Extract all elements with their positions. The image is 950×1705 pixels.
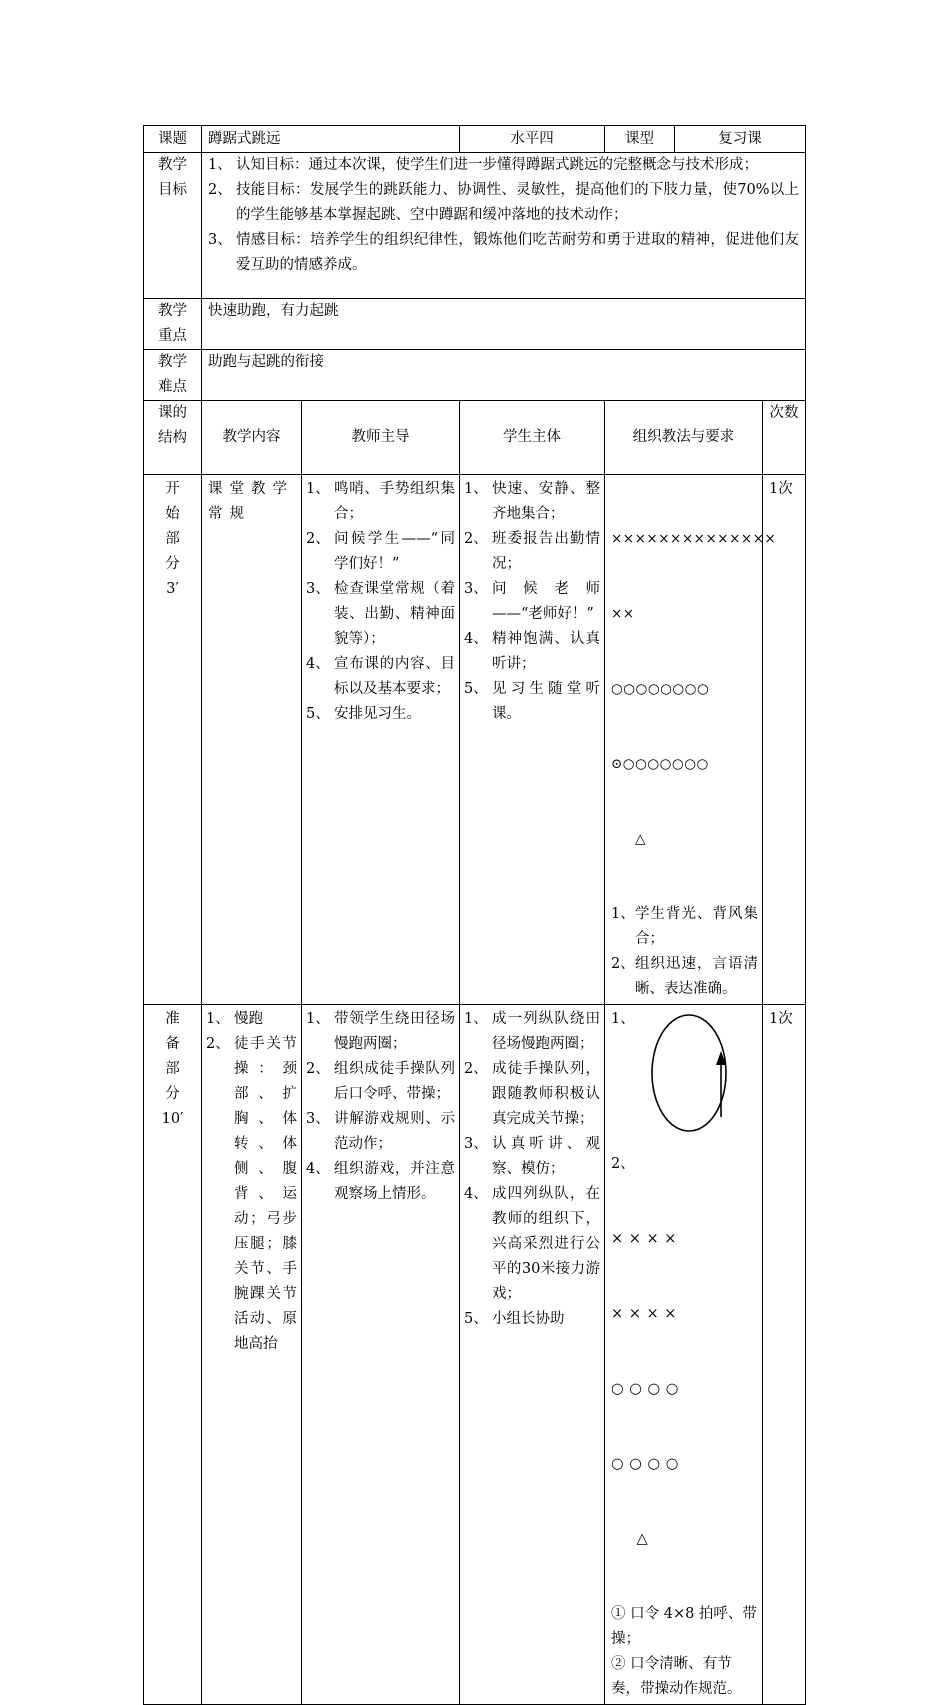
start-teacher-list xyxy=(306,477,455,727)
start-part-times: 1次 xyxy=(763,475,806,1005)
list-item: 2、 组织成徒手操队列后口令呼、带操； xyxy=(306,1061,455,1102)
method-note: ① 口令 4×8 拍呼、带操； xyxy=(611,1606,757,1647)
list-item: 4、 精神饱满、认真听讲； xyxy=(464,631,600,672)
prep-part-teacher xyxy=(302,1005,460,1705)
start-part-content: 课堂教学常规 xyxy=(202,475,302,1005)
objective-item: 1、 认知目标：通过本次课，使学生们进一步懂得蹲踞式跳远的完整概念与技术形成； xyxy=(208,157,758,173)
prep-teacher-list xyxy=(306,1007,455,1207)
difficulty-label: 教学难点 xyxy=(144,350,202,401)
prep-part-content xyxy=(202,1005,302,1705)
prep-part-student xyxy=(460,1005,605,1705)
difficulty-row xyxy=(144,350,806,401)
objectives-list xyxy=(208,153,799,278)
list-item: 2、 班委报告出勤情况； xyxy=(464,531,600,572)
list-item: 1、 带领学生绕田径场慢跑两圈； xyxy=(306,1011,455,1052)
start-student-list xyxy=(464,477,600,727)
method-step-1: 1、 xyxy=(611,1011,635,1027)
key-point-row xyxy=(144,299,806,350)
column-header-row xyxy=(144,401,806,475)
objective-item: 2、 技能目标：发展学生的跳跃能力、协调性、灵敏性，提高他们的下肢力量，使70%以上的学生能够基本掌握起跳、空中蹲踞和缓冲落地的技术动作； xyxy=(208,182,799,223)
col-student: 学生主体 xyxy=(460,401,605,475)
start-part-label: 开 始 部 分 3′ xyxy=(144,475,202,1005)
list-item: 4、 成四列纵队，在教师的组织下，兴高采烈进行公平的30米接力游戏； xyxy=(464,1186,600,1302)
method-step-2: 2、 xyxy=(611,1156,635,1172)
topic-value: 蹲踞式跳远 xyxy=(202,126,460,153)
col-teacher: 教师主导 xyxy=(302,401,460,475)
start-part-teacher xyxy=(302,475,460,1005)
list-item: 5、 安排见习生。 xyxy=(306,706,421,722)
start-part-row xyxy=(144,475,806,1005)
list-item: 2、 组织迅速，言语清晰、表达准确。 xyxy=(611,956,758,997)
col-times: 次数 xyxy=(763,401,806,475)
prep-part-label: 准 备 部 分 10′ xyxy=(144,1005,202,1705)
list-item: 3、 问候老师——“老师好！” xyxy=(464,581,600,622)
method-note: ② 口令清晰、有节奏，带操动作规范。 xyxy=(611,1656,742,1697)
list-item: 1、 学生背光、背风集合； xyxy=(611,906,758,947)
formation-diagram: × × × × × × × × ○ ○ ○ ○ ○ ○ ○ ○ △ xyxy=(611,1231,679,1547)
start-part-method xyxy=(605,475,777,1005)
list-item: 2、 成徒手操队列，跟随教师积极认真完成关节操； xyxy=(464,1061,600,1127)
header-row xyxy=(144,126,806,153)
list-item: 4、 宣布课的内容、目标以及基本要求； xyxy=(306,656,455,697)
col-structure: 课的结构 xyxy=(144,401,202,475)
col-content: 教学内容 xyxy=(202,401,302,475)
list-item: 1、 慢跑 xyxy=(206,1011,263,1027)
lesson-plan-table xyxy=(143,125,806,1705)
list-item: 5、 小组长协助 xyxy=(464,1311,565,1327)
list-item: 2、 问候学生——“同学们好！” xyxy=(306,531,455,572)
formation-diagram: ×××××××××××××× ×× ○○○○○○○○ ⊙○○○○○○○ △ xyxy=(611,531,777,847)
list-item: 2、 徒手关节操：颈部、扩胸、体转、体侧、腹背、运动；弓步压腿；膝关节、手腕踝关节活动、原地高抬 xyxy=(206,1036,297,1352)
col-method: 组织教法与要求 xyxy=(605,401,763,475)
key-point-text: 快速助跑，有力起跳 xyxy=(202,299,806,350)
type-label: 课型 xyxy=(605,126,675,153)
prep-part-times: 1次 xyxy=(763,1005,806,1705)
objectives-label: 教学目标 xyxy=(144,153,202,299)
running-track-oval xyxy=(651,1013,731,1139)
level-value: 水平四 xyxy=(460,126,605,153)
list-item: 1、 成一列纵队绕田径场慢跑两圈； xyxy=(464,1011,600,1052)
topic-label: 课题 xyxy=(144,126,202,153)
prep-student-list xyxy=(464,1007,600,1332)
start-part-student xyxy=(460,475,605,1005)
objectives-row xyxy=(144,153,806,299)
objective-item: 3、 情感目标：培养学生的组织纪律性，锻炼他们吃苦耐劳和勇于进取的精神，促进他们友爱互助的情感养成。 xyxy=(208,232,799,273)
list-item: 5、 见习生随堂听课。 xyxy=(464,681,600,722)
start-method-list xyxy=(611,902,758,1002)
type-value: 复习课 xyxy=(675,126,806,153)
objectives-cell xyxy=(202,153,806,299)
list-item: 3、 检查课堂常规（着装、出勤、精神面貌等）； xyxy=(306,581,455,647)
prep-part-method xyxy=(605,1005,763,1705)
list-item: 1、 快速、安静、整齐地集合； xyxy=(464,481,600,522)
list-item: 4、 组织游戏，并注意观察场上情形。 xyxy=(306,1161,455,1202)
difficulty-text: 助跑与起跳的衔接 xyxy=(202,350,806,401)
prep-content-list xyxy=(206,1007,297,1357)
key-point-label: 教学重点 xyxy=(144,299,202,350)
list-item: 1、 鸣哨、手势组织集合； xyxy=(306,481,455,522)
track-diagram xyxy=(611,1007,758,1132)
list-item: 3、 讲解游戏规则、示范动作； xyxy=(306,1111,455,1152)
prep-part-row xyxy=(144,1005,806,1705)
list-item: 3、 认真听讲、观察、模仿； xyxy=(464,1136,600,1177)
lesson-plan-sheet xyxy=(143,125,805,1705)
